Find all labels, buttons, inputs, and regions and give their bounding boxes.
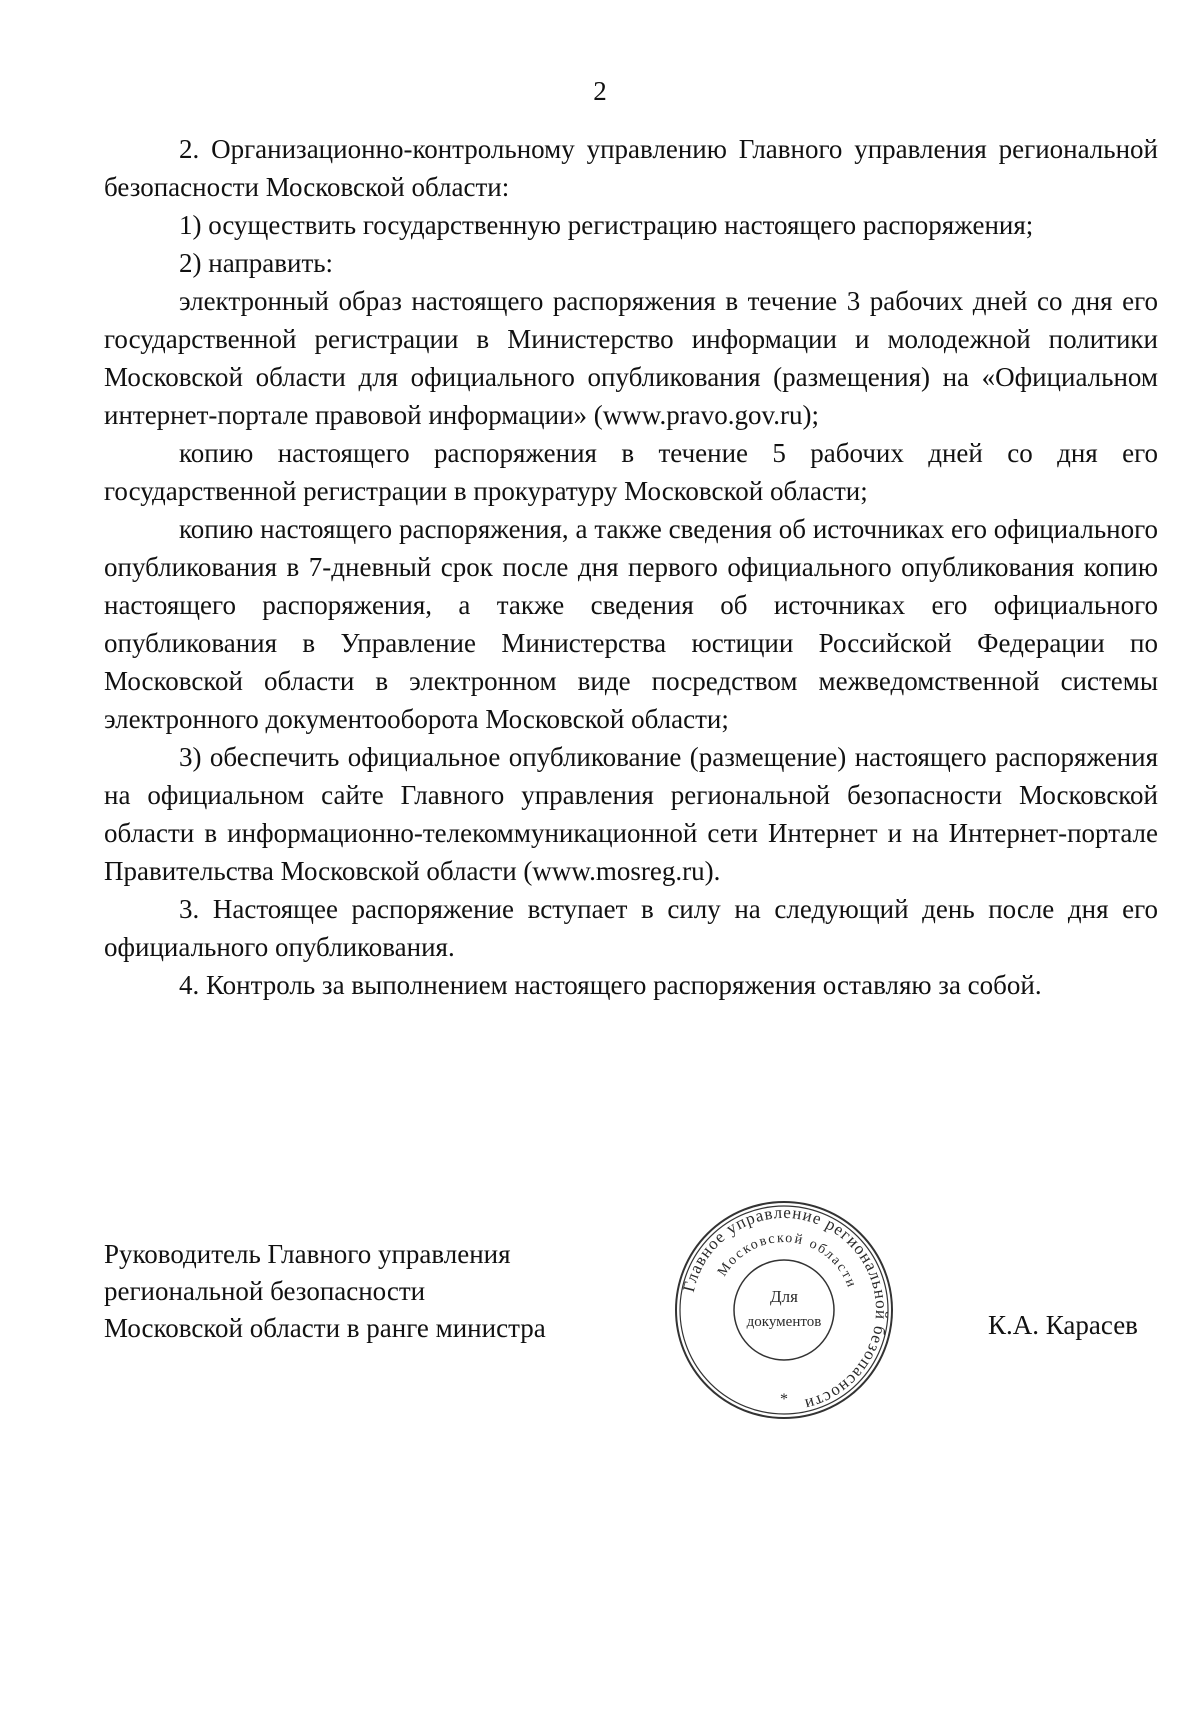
paragraph-2-1: 1) осуществить государственную регистрацию настоящего распоряжения; — [179, 210, 1034, 240]
paragraph-2-3: 3) обеспечить официальное опубликование (размещение) настоящего распоряжения на официальном сайте Главного управления региональной безопасности Московской области в информационно-телекоммуникационной сети Интернет и на Интернет-портале Правительства Московской области (www.mosreg.ru). — [104, 742, 1158, 886]
signer-name: К.А. Карасев — [988, 1310, 1138, 1340]
signature-position-line: Руководитель Главного управления — [104, 1239, 511, 1269]
signature-position-line: Московской области в ранге министра — [104, 1313, 546, 1343]
stamp-asterisk: * — [780, 1391, 788, 1408]
stamp-outer-text: Главное управление региональной безопасности — [678, 1202, 892, 1415]
paragraph-3: 3. Настоящее распоряжение вступает в силу на следующий день после дня его официального опубликования. — [104, 894, 1158, 962]
document-body — [104, 130, 1158, 1004]
stamp-center-line1: Для — [770, 1287, 798, 1306]
stamp-inner-text: Московской области — [715, 1230, 860, 1291]
paragraph-4: 4. Контроль за выполнением настоящего распоряжения оставляю за собой. — [179, 970, 1042, 1000]
stamp-center-line2: документов — [746, 1314, 822, 1330]
paragraph-2-2: 2) направить: — [179, 248, 334, 278]
page-number: 2 — [593, 76, 607, 106]
stamp-center-ring — [734, 1260, 834, 1360]
paragraph-copy-ministry-justice: копию настоящего распоряжения, а также сведения об источниках его официального опубликования в 7-дневный срок после дня первого официального опубликования копию настоящего распоряжения, а также сведения об источниках его официального опубликования в Управление Министерства юстиции Российской Федерации по Московской области в электронном виде посредством межведомственной системы электронного документооборота Московской области; — [104, 514, 1158, 734]
signature-position-line: региональной безопасности — [104, 1276, 426, 1306]
signature-position — [104, 1236, 664, 1347]
official-stamp — [672, 1198, 896, 1422]
paragraph-copy-prosecutor: копию настоящего распоряжения в течение 5 рабочих дней со дня его государственной регистрации в прокуратуру Московской области; — [104, 438, 1158, 506]
paragraph-2: 2. Организационно-контрольному управлению Главного управления региональной безопасности Московской области: — [104, 134, 1158, 202]
paragraph-electronic-image: электронный образ настоящего распоряжения в течение 3 рабочих дней со дня его государственной регистрации в Министерство информации и молодежной политики Московской области для официального опубликования (размещения) на «Официальном интернет-портале правовой информации» (www.pravo.gov.ru); — [104, 286, 1158, 430]
